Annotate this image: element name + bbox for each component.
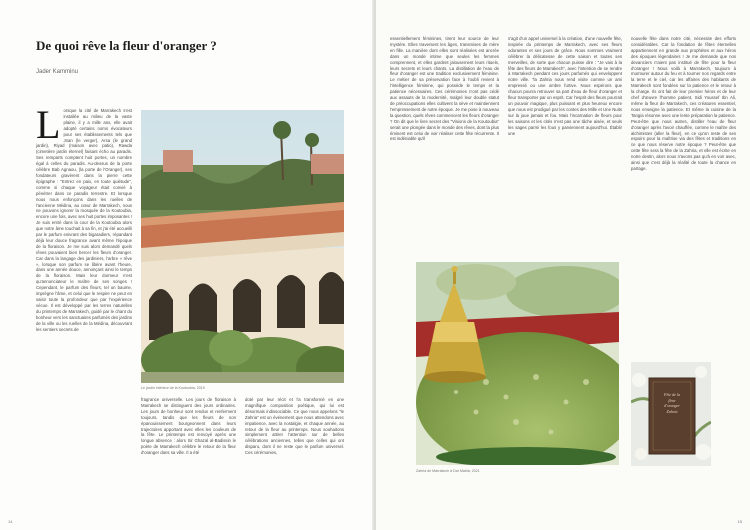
right-column-1-text: essentiellement féminines, tirent leur source de leur mystère. Elles traversent les âges, transmises de mère en fille. La manière dont elles sont réalisées est ancrée dans un monde intime que seules les femmes comprennent, et elles gardent jalousement leurs rituels, leurs secrets et leurs chants. La distillation de l'eau de fleur d'oranger est une tradition exclusivement féminine. Le métier de sa préservation face à l'oubli revient à l'intelligence féminine, qui possède le temps et la patience nécessaires. Ces cérémonies n'ont pas cédé aux assauts de la modernité, malgré leur double statut de préoccupations elles cultivent la sève et maintiennent l'empressement de notre époque. Je me pose à nouveau la question, quels rêves commencent les fleurs d'oranger ? On dit que le livre secret des "Visions de la Koutoubia" serait une plongée dans le monde des rêves, dont la plus éminent est celui de voir réaliser cette fête récurrente. Il est indéniable qu'il	[390, 36, 499, 142]
left-column-2	[141, 397, 236, 521]
left-column-3-text: doté par leur récit et l'a transformé en une magnifique composition poétique, qui lui est désormais indissociable. Ce que nous appelons "le Zahria" est un événement que nous attendons avec impatience, avec la nostalgie, et chaque année, au retour de la fleur au printemps. Nous souhaitons simplement attirer l'attention sur de belles célébrations anciennes, telles que celles qui ont disparu, dont il ne reste que le parfum universel. Ces cérémonies,	[245, 397, 344, 456]
right-column-2-text: s'agit d'un appel universel à la création, d'une nouvelle fête, inspirée du printemps de Marrakech, avec ses fleurs odorantes et ses jours de grâce. Nous sommes vraiment célébrer la délicatesse de cette saison et toutes ses merveilles, de sorte que chacun puisse dire : "Je vais à la fête des fleurs de Marrakech", avec l'intention de se rendre à Marrakech pendant ces jours parfumés qui enveloppent notre ville. "la Zahria nous rend visite comme un ami empressé ou une ombre furtive. Nous espérons que chacun pourra retrouver sa part d'eau de fleur d'oranger et fleur transporter par un esprit. Car l'esprit des fleurs pourrait un pouvoir magique, plus puissant et plus heureux encore que nous est prodigué par les contes des Mille et Une Nuits sur la joue jamais et fou. Mais l'incarnation de fleurs pour les saisons et les cités n'est pas une tâche aisée, et seuls les sages parmi les fous y parviennent aujourd'hui. Établir une	[508, 36, 622, 136]
courtyard-illustration	[141, 110, 344, 383]
left-page-number: 14	[8, 519, 13, 524]
author-name: Jader Kamminu	[36, 69, 79, 75]
right-page	[376, 0, 750, 530]
left-column-1	[36, 108, 132, 518]
card-line: Zahria	[666, 408, 678, 414]
card-line: d'oranger	[664, 403, 680, 408]
book-card-illustration	[631, 362, 711, 466]
right-column-3-text: nouvelle fête dans notre cité, nécessite des efforts considérables. Car la fondation de fêtes éternelles appartiennent en grande aux prophètes et aux héros des époques légendaires ! Je me demande que nos devanciers n'aient pas institué de fête pour la fleur d'oranger ! Nous voilà à Marrakech, toujours à murmurer autour du feu et à tourner nos regards entre la terre et le ciel, car les affaires des habitants de Marrakech sont fondées sur la patience et le retour à la charge. Ils ont fait de leur premier héros et de leur chef d'œuvre l'homme patient, Sidi Youssef Ibn Ali, même la fleur de Marrakech, ces créatures essentiel, nous enseigne la patience. Et même la cuisine de la Tangia résonne avec une lente préparation la patience. Peut-être que nous autres, distiller l'eau de fleur d'oranger après l'avoir chauffée, comme le maître des alchimistes (aller la fleur), en ce qu'on reste de ses espoirs pour la maîtrise via des fêtes et traditions en ce que nous réserve notre époque ? Peut-être que cette fête sera la fête de la Zahria, et elle est écrite en notre destin, alors nous n'avons pas qu'à en voir avec, ainsi que c'est déjà la réalité de toute la chance en partage.	[631, 36, 736, 171]
left-column-3	[245, 397, 344, 521]
zahria-photo-caption: Zahria de Marrakech à Dar Mabla, 2021	[416, 469, 480, 473]
courtyard-photo-caption: Le jardin intérieur de la Koutoubia, 2019	[141, 386, 205, 390]
card-line: Fête de la	[664, 392, 680, 397]
zahria-illustration	[416, 262, 619, 465]
courtyard-photo	[141, 110, 344, 383]
left-column-2-text: fragrance universelle. Les jours de floraison à Marrakech se distinguent des jours ordinaires. Les jours de bonheur sont rendus et renferment toujours, tandis que les fleurs de son épanouissement bourgeonnent dans leurs trajectoires apportant avec elles les couleurs de la fête. Le printemps est renvoyé après une longue absence : alors Sir Ghazal al-Badissin le poète de Marrakech célèbre le retour de la fleur d'oranger dans sa ville. Il a été	[141, 397, 236, 456]
zahria-photo	[416, 262, 619, 465]
right-column-1	[390, 36, 499, 251]
right-column-3	[631, 36, 736, 356]
right-page-number: 15	[737, 519, 742, 524]
book-card-photo	[631, 362, 711, 466]
card-line: fleur	[668, 397, 676, 403]
left-column-1-text: orsque la cité de Marrakech s'est installée au milieu de la vaste plaine, il y a mille ans, elle avait adopté certains noms évocateurs pour ses établissements tels que Jnan (le verger), Arsa (le grand jardin), Riyad (maison avec patio), Rawda (cimetière jardin éternel) faisant écho au paradis. Ses remparts comptent huit portes, un nombre égal à celles du paradis. Au-dessus de la porte célèbre Bab Agnaou, (la porte de l'Oranger), ses fondateurs gravèrent dans la pierre cette épigraphe : "Entrez en paix, en toute quiétude", comme si chaque voyageur était convié à pénétrer dans ce paradis terrestre. Et lorsque nous nous enfonçons dans les ruelles de l'ancienne Médina, au cœur de Marrakech, nous ne pouvons ignorer la mosquée de la Koutoubia, encore une fois, avec ses huit portes imposantes ! Je suis entré dans la cour de la Koutoubia alors que notre âme touchait à sa fin, et j'ai été accueilli par le parfum enivrant des bigaradiers, répandant déjà leur douce fragrance avant même l'époque de la floraison. Je me suis alors demandé quels rêves pouvaient bien bercer les fleurs d'oranger. Car dans la langage des jardiniers, l'arbre « rêve », lorsque son parfum se libère avant l'heure, dans une année douce, annonçant ainsi le temps de la floraison. Mais leur dormeur n'est qu'annonciateur le maître de ses songes ! Cependant, le parfum des fleurs, tel un baume, imprègne l'âme, et celui que le respire ne peut en saisir toute la profondeur que par l'expérience vécue. Il est développé par les terres naturelles du printemps de Marrakech, guidé par le chant du bonheur vers les sanctuaires parfumés des jardins de la ville ou les ruelles de la Médina, découvrant les sentiers secrets de	[36, 108, 132, 332]
article-title: De quoi rêve la fleur d'oranger ?	[36, 38, 217, 53]
drop-cap: L	[36, 108, 61, 147]
left-page	[0, 0, 374, 530]
right-column-2	[508, 36, 622, 251]
book-card-title	[653, 392, 691, 414]
